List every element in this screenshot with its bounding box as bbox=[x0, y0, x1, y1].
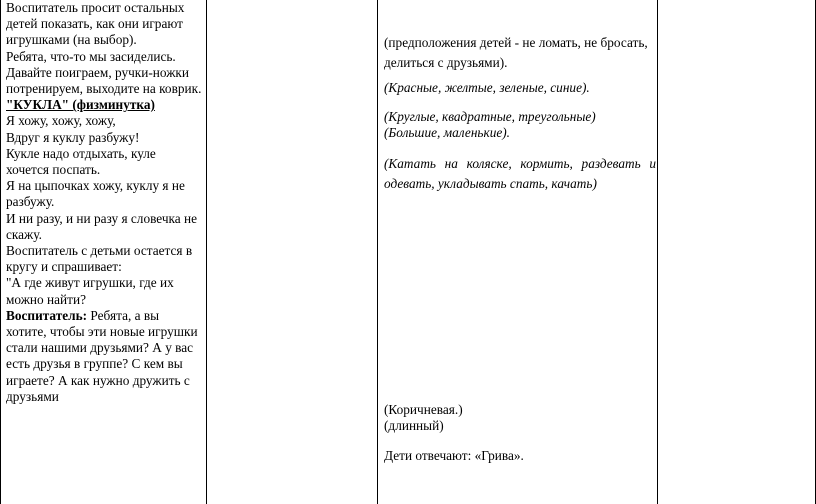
teacher-activity-cell bbox=[6, 0, 202, 405]
answer-brown: (Коричневая.) bbox=[384, 402, 463, 417]
paragraph-circle: Воспитатель с детьми остается в кругу и спрашивает: bbox=[6, 243, 193, 275]
answer-long: (длинный) bbox=[384, 418, 444, 433]
answer-colors: (Красные, желтые, зеленые, синие). bbox=[384, 80, 590, 95]
poem-line-1: Я хожу, хожу, хожу, bbox=[6, 113, 116, 129]
answer-block-mane bbox=[384, 448, 656, 464]
table-border-left bbox=[0, 0, 1, 504]
paragraph-intro: Воспитатель просит остальных детей показать, как они играют игрушками (на выбор). bbox=[6, 0, 185, 48]
answer-block-shapes bbox=[384, 109, 656, 141]
answer-block-color-length bbox=[384, 402, 656, 434]
poem-line-5: И ни разу, и ни разу я словечка не скажу. bbox=[6, 210, 198, 242]
table-divider-2 bbox=[377, 0, 378, 504]
poem-title: "КУКЛА" (физминутка) bbox=[6, 97, 155, 113]
speaker-text: Ребята, а вы хотите, чтобы эти новые игрушки стали нашими друзьями? А у вас есть друзья в группе? С кем вы играете? А как нужно дружить с друзьями bbox=[6, 307, 198, 404]
table-divider-3 bbox=[657, 0, 658, 504]
table-divider-1 bbox=[206, 0, 207, 504]
paragraph-question: "А где живут игрушки, где их можно найти? bbox=[6, 275, 174, 307]
answer-block-actions bbox=[384, 154, 656, 194]
paragraph-invite: Ребята, что-то мы засиделись. Давайте поиграем, ручки-ножки потренируем, выходите на коврик. bbox=[6, 48, 202, 97]
paragraph-teacher-question bbox=[6, 308, 202, 405]
answer-actions: (Катать на коляске, кормить, раздевать и одевать, укладывать спать, качать) bbox=[384, 156, 656, 191]
answer-mane: Дети отвечают: «Грива». bbox=[384, 448, 524, 463]
answer-block-colors bbox=[384, 80, 656, 96]
speaker-label: Воспитатель: bbox=[6, 307, 88, 323]
answer-sizes: (Большие, маленькие). bbox=[384, 125, 511, 141]
answer-assumptions: (предположения детей - не ломать, не бросать, делиться с друзьями). bbox=[384, 35, 648, 70]
answer-block-assumptions bbox=[384, 33, 656, 73]
poem-line-3: Кукле надо отдыхать, куле хочется поспать. bbox=[6, 145, 156, 178]
poem-line-4: Я на цыпочках хожу, куклу я не разбужу. bbox=[6, 178, 185, 210]
answer-shapes: (Круглые, квадратные, треугольные) bbox=[384, 109, 596, 124]
poem-line-2: Вдруг я куклу разбужу! bbox=[6, 129, 140, 145]
